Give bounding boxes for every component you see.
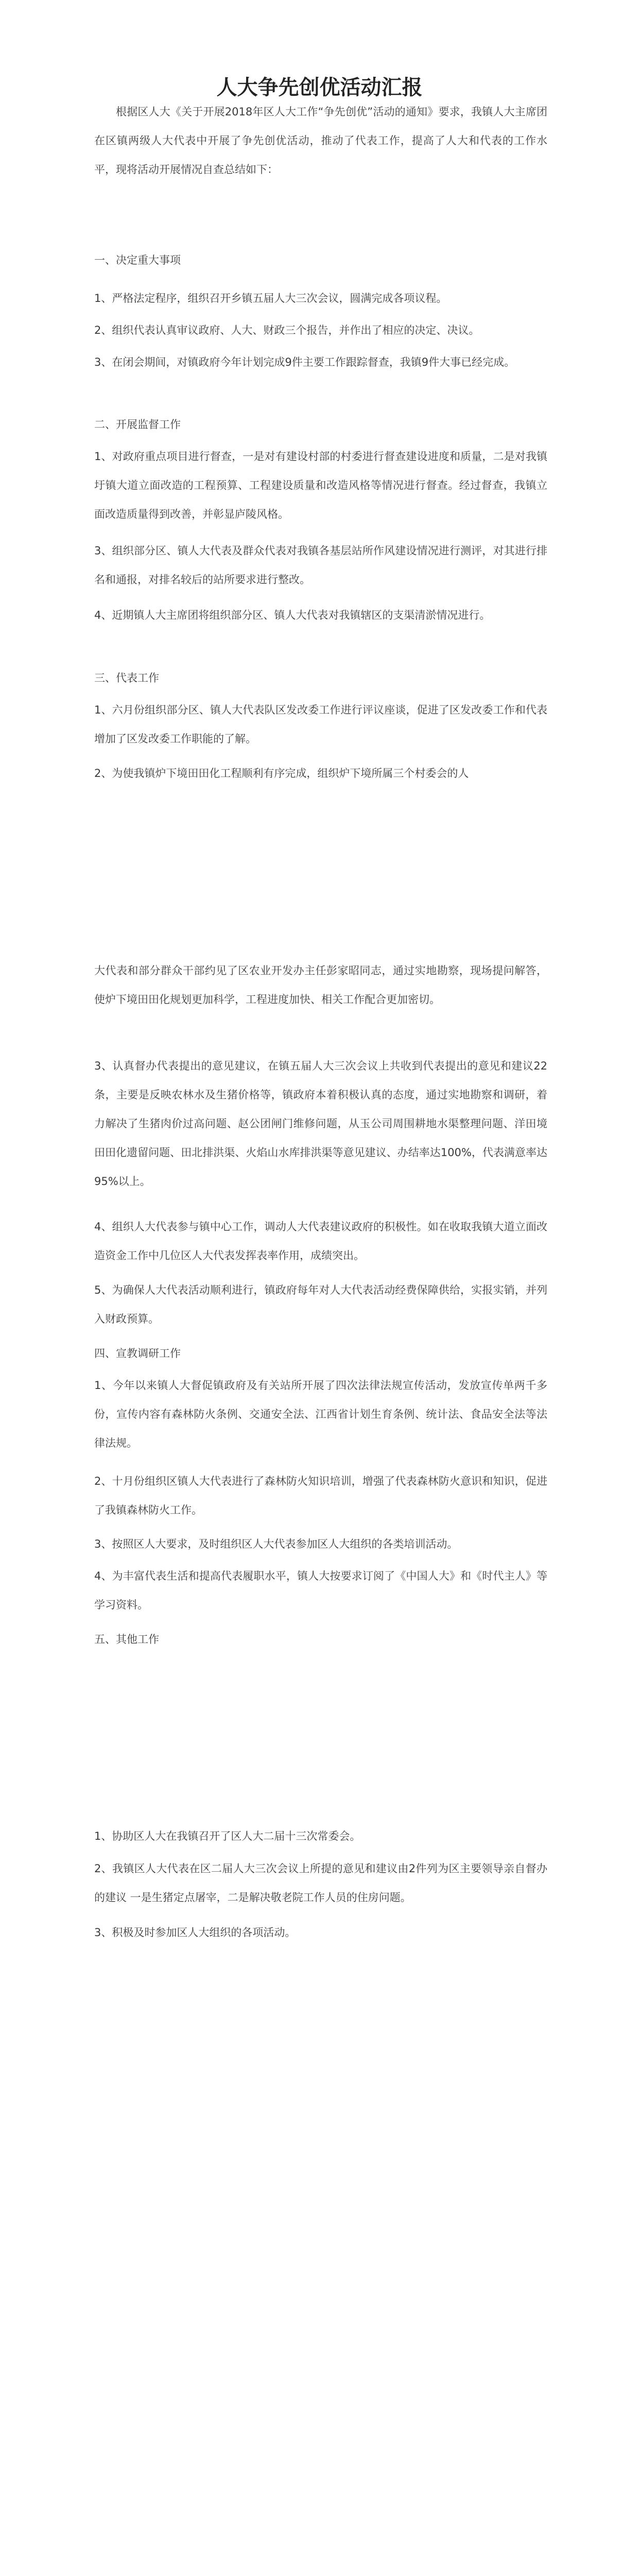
paragraph: 4、近期镇人大主席团将组织部分区、镇人大代表对我镇辖区的支渠清淤情况进行。 [94, 609, 491, 621]
paragraph: 3、在闭会期间，对镇政府今年计划完成9件主要工作跟踪督查，我镇9件大事已经完成。 [94, 356, 515, 368]
paragraph: 1、对政府重点项目进行督查，一是对有建设村部的村委进行督查建设进度和质量，二是对我镇圩镇大道立面改造的工程预算、工程建设质量和改造风格等情况进行督查。经过督查，我镇立面改造质量得到改善，并彰显庐陵风格。 [94, 450, 547, 520]
paragraph: 2、组织代表认真审议政府、人大、财政三个报告，并作出了相应的决定、决议。 [94, 324, 480, 336]
paragraph: 1、六月份组织部分区、镇人大代表队区发改委工作进行评议座谈，促进了区发改委工作和代表增加了区发改委工作职能的了解。 [94, 704, 547, 745]
section-heading-2: 二、开展监督工作 [94, 418, 181, 431]
paragraph: 3、认真督办代表提出的意见建议，在镇五届人大三次会议上共收到代表提出的意见和建议22条，主要是反映农林水及生猪价格等，镇政府本着积极认真的态度，通过实地勘察和调研，着力解决了生猪肉价过高问题、赵公团闸门维修问题，从玉公司周围耕地水渠整理问题、洋田境田田化遗留问题、田北排洪渠、火焰山水库排洪渠等意见建议、办结率达100%，代表满意率达95%以上。 [94, 1060, 547, 1188]
section-heading-3: 三、代表工作 [94, 672, 159, 684]
paragraph: 2、十月份组织区镇人大代表进行了森林防火知识培训，增强了代表森林防火意识和知识，促进了我镇森林防火工作。 [94, 1475, 547, 1516]
section-heading-4: 四、宣教调研工作 [94, 1347, 181, 1360]
paragraph: 3、按照区人大要求，及时组织区人大代表参加区人大组织的各类培训活动。 [94, 1538, 458, 1550]
paragraph: 3、组织部分区、镇人大代表及群众代表对我镇各基层站所作风建设情况进行测评，对其进行排名和通报，对排名较后的站所要求进行整改。 [94, 545, 547, 586]
paragraph: 3、积极及时参加区人大组织的各项活动。 [94, 1926, 296, 1939]
paragraph: 1、严格法定程序，组织召开乡镇五届人大三次会议，圆满完成各项议程。 [94, 292, 447, 304]
paragraph: 4、为丰富代表生活和提高代表履职水平，镇人大按要求订阅了《中国人大》和《时代主人》等学习资料。 [94, 1570, 547, 1611]
document-title: 人大争先创优活动汇报 [216, 75, 423, 99]
intro-paragraph: 根据区人大《关于开展2018年区人大工作“争先创优”活动的通知》要求，我镇人大主席团在区镇两级人大代表中开展了争先创优活动，推动了代表工作，提高了人大和代表的工作水平，现将活动开展情况自查总结如下： [94, 106, 547, 176]
paragraph: 1、今年以来镇人大督促镇政府及有关站所开展了四次法律法规宣传活动，发放宣传单两千多份，宣传内容有森林防火条例、交通安全法、江西省计划生育条例、统计法、食品安全法等法律法规。 [94, 1379, 547, 1449]
paragraph: 2、为使我镇炉下境田田化工程顺利有序完成，组织炉下境所属三个村委会的人 [94, 767, 469, 779]
paragraph: 4、组织人大代表参与镇中心工作，调动人大代表建议政府的积极性。如在收取我镇大道立面改造资金工作中几位区人大代表发挥表率作用，成绩突出。 [94, 1221, 547, 1262]
paragraph: 1、协助区人大在我镇召开了区人大二届十三次常委会。 [94, 1830, 361, 1842]
paragraph: 2、我镇区人大代表在区二届人大三次会议上所提的意见和建议由2件列为区主要领导亲自督办的建议 一是生猪定点屠宰，二是解决敬老院工作人员的住房问题。 [94, 1862, 547, 1904]
paragraph: 大代表和部分群众干部约见了区农业开发办主任彭家昭同志，通过实地勘察，现场提问解答，使炉下境田田化规划更加科学，工程进度加快、相关工作配合更加密切。 [94, 964, 547, 1006]
paragraph: 5、为确保人大代表活动顺利进行，镇政府每年对人大代表活动经费保障供给，实报实销，并列入财政预算。 [94, 1284, 547, 1325]
section-heading-5: 五、其他工作 [94, 1633, 159, 1646]
section-heading-1: 一、决定重大事项 [94, 254, 181, 266]
